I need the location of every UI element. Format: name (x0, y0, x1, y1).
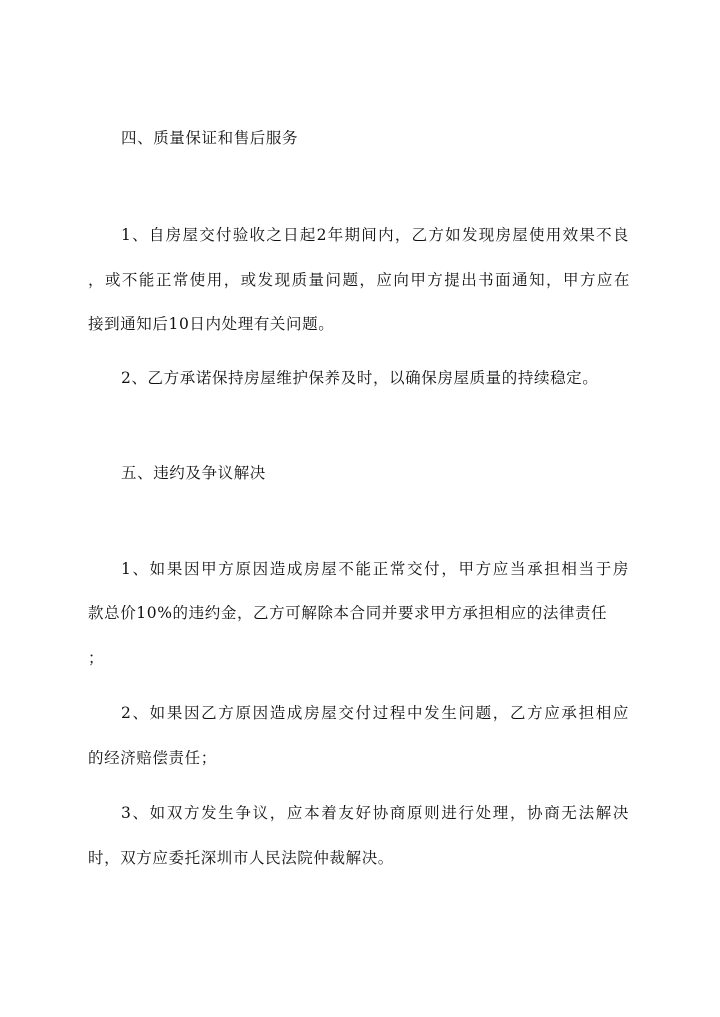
paragraph-line: 1、如果因甲方原因造成房屋不能正常交付，甲方应当承担相当于房 (121, 560, 629, 578)
paragraph-line: 款总价10%的违约金，乙方可解除本合同并要求甲方承担相应的法律责任 (88, 604, 608, 622)
paragraph-line: ，或不能正常使用，或发现质量问题，应向甲方提出书面通知，甲方应在 (88, 271, 630, 289)
section-heading-breach: 五、违约及争议解决 (121, 464, 266, 482)
paragraph-line: 2、乙方承诺保持房屋维护保养及时，以确保房屋质量的持续稳定。 (121, 369, 599, 387)
paragraph-line: 3、如双方发生争议，应本着友好协商原则进行处理，协商无法解决 (121, 804, 629, 822)
paragraph-line: 接到通知后10日内处理有关问题。 (88, 315, 335, 333)
paragraph-line: ； (88, 649, 105, 667)
paragraph-line: 的经济赔偿责任； (88, 749, 217, 767)
paragraph-line: 1、自房屋交付验收之日起2年期间内，乙方如发现房屋使用效果不良 (121, 226, 629, 244)
paragraph-line: 2、如果因乙方原因造成房屋交付过程中发生问题，乙方应承担相应 (121, 704, 629, 722)
paragraph-line: 时，双方应委托深圳市人民法院仲裁解决。 (88, 849, 394, 867)
section-heading-quality: 四、质量保证和售后服务 (121, 129, 299, 147)
